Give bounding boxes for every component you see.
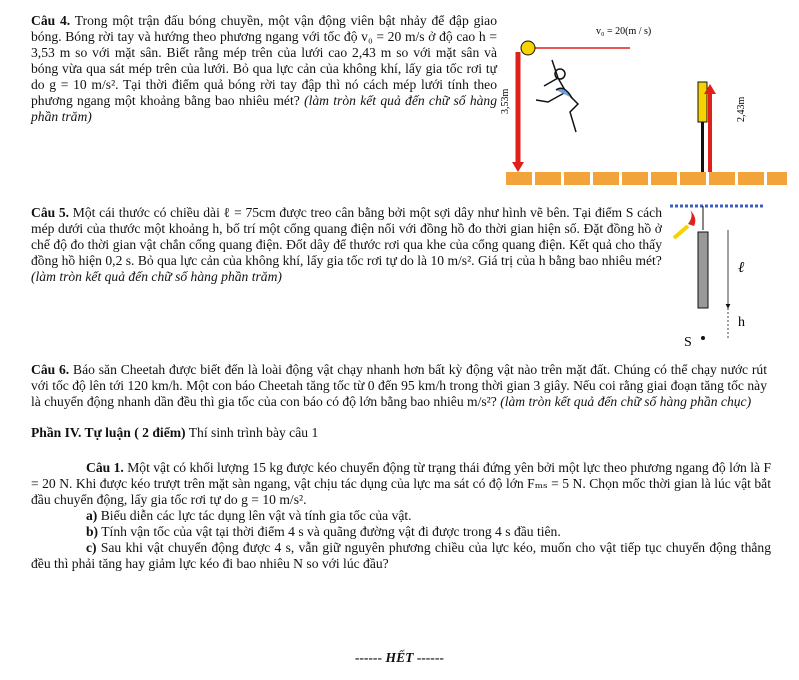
height-label: 3,53m <box>500 88 511 114</box>
part-4-title: Phần IV. Tự luận ( 2 điểm) <box>31 425 186 440</box>
question-6-text: Báo săn Cheetah được biết đến là loài động vật chạy nhanh hơn bất kỳ động vật nào trên mặt đất. Chúng có thể chạy nước rút với tốc độ lên tới 120 km/h. Một con báo Cheetah tăng tốc từ 0 đến 95 km/h trong thời gian 3 giây. Nếu coi rằng giai đoạn tăng tốc này là chuyển động nhanh dần đều thì gia tốc của con báo có độ lớn bằng bao nhiêu m/s²? <box>31 362 767 409</box>
part-4-subtitle: Thí sinh trình bày câu 1 <box>188 425 319 440</box>
ruler-figure <box>668 200 768 350</box>
part-b-text: Tính vận tốc của vật tại thời điểm 4 s và quãng đường vật đi được trong 4 s đầu tiên. <box>101 524 561 539</box>
length-label: ℓ <box>738 260 745 276</box>
part-c-text: Sau khi vật chuyển động được 4 s, vẫn giữ nguyên phương chiều của lực kéo, muốn cho vật tiếp tục chuyển động thẳng đều thì phải tăng hay giảm lực kéo đi bao nhiêu N so với lúc đầu? <box>31 540 772 571</box>
player-icon <box>536 60 578 132</box>
point-s-icon <box>701 336 705 340</box>
ruler-icon <box>698 232 708 308</box>
question-4-text: Trong một trận đấu bóng chuyền, một vận động viên bật nhảy để đập giao bóng. Bóng rời tay và hướng theo phương ngang với tốc độ v₀ = 20 m/s ở độ cao h = 3,53 m so với mặt sân. Biết rằng mép trên của lưới cao 2,43 m so với mặt sân và bóng vừa qua sát mép trên của lưới. Bỏ qua lực cản của không khí, lấy gia tốc rơi tự do g = 10 m/s². Tại thời điểm quả bóng rời tay đập thì nó cách mép lưới tính theo phương ngang một khoảng bằng bao nhiêu mét? <box>31 13 497 108</box>
part-4-heading <box>31 425 771 441</box>
question-6 <box>31 362 767 410</box>
question-6-label: Câu 6. <box>31 362 70 377</box>
part-a-text: Biểu diễn các lực tác dụng lên vật và tính gia tốc của vật. <box>100 508 412 523</box>
ball-icon <box>521 41 535 55</box>
h-label: h <box>738 315 745 330</box>
part-c-label: c) <box>86 540 97 555</box>
essay-question-1-label: Câu 1. <box>86 460 124 475</box>
volleyball-figure <box>500 12 790 192</box>
part-a-label: a) <box>86 508 98 523</box>
question-5-note: (làm tròn kết quả đến chữ số hàng phần trăm) <box>31 269 282 284</box>
net-post <box>701 122 704 172</box>
flame-icon <box>674 210 695 238</box>
essay-question-1-text: Một vật có khối lượng 15 kg được kéo chuyển động từ trạng thái đứng yên bởi một lực theo phương ngang độ lớn là F = 20 N. Khi được kéo trượt trên mặt sàn ngang, vật chịu tác dụng của lực ma sát có độ lớn Fₘₛ = 5 N. Chọn mốc thời gian là lúc vật bắt đầu chuyển động, lấy gia tốc rơi tự do g = 10 m/s². <box>31 460 772 507</box>
point-s-label: S <box>684 335 692 350</box>
end-marker: ------ HẾT ------ <box>354 650 445 665</box>
net-top-icon <box>698 82 707 122</box>
question-4-label: Câu 4. <box>31 13 71 28</box>
question-4-note: (làm tròn kết quả đến chữ số hàng phần trăm) <box>31 93 498 124</box>
question-5-text: Một cái thước có chiều dài ℓ = 75cm được treo cân bằng bởi một sợi dây như hình vẽ bên. Tại điểm S cách mép dưới của thước một khoảng h, bố trí một cổng quang điện nối với đồng hồ đo thời gian hiện số. Đặt đồng hồ ở chế độ đo thời gian vật chắn cổng quang điện. Đốt dây để thước rơi qua khe của cổng quang điện. Kết quả cho thấy đồng hồ hiện 0,2 s. Bỏ qua lực cản của không khí, lấy gia tốc rơi tự do là 10 m/s². Giá trị của h bằng bao nhiêu mét? <box>31 205 662 268</box>
question-4 <box>31 13 497 125</box>
question-6-note: (làm tròn kết quả đến chữ số hàng phần chục) <box>500 394 752 409</box>
question-5 <box>31 205 662 285</box>
net-height-label: 2,43m <box>736 96 747 122</box>
velocity-label: v₀ = 20(m / s) <box>596 26 652 37</box>
question-5-label: Câu 5. <box>31 205 70 220</box>
part-b-label: b) <box>86 524 99 539</box>
essay-question-1 <box>31 460 771 572</box>
ground-icon <box>506 172 787 185</box>
